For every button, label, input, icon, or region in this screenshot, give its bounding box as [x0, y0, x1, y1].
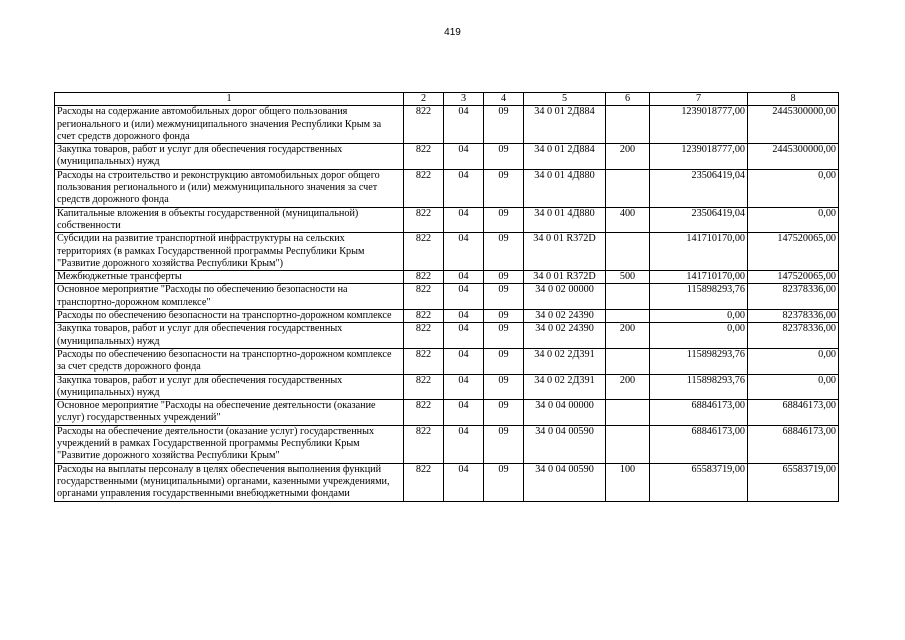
code-3-cell: 04 — [444, 144, 484, 170]
amount-8-cell: 68846173,00 — [748, 425, 839, 463]
code-3-cell: 04 — [444, 284, 484, 310]
table-row — [55, 284, 839, 310]
amount-7-cell: 115898293,76 — [650, 348, 748, 374]
table-row — [55, 106, 839, 144]
code-6-cell: 200 — [606, 323, 650, 349]
code-5-cell: 34 0 04 00590 — [524, 425, 606, 463]
amount-7-cell: 115898293,76 — [650, 374, 748, 400]
amount-8-cell: 2445300000,00 — [748, 106, 839, 144]
header-cell: 3 — [444, 93, 484, 106]
code-3-cell: 04 — [444, 348, 484, 374]
amount-7-cell: 141710170,00 — [650, 233, 748, 271]
table-row — [55, 310, 839, 323]
code-5-cell: 34 0 02 00000 — [524, 284, 606, 310]
code-5-cell: 34 0 02 2Д391 — [524, 348, 606, 374]
code-2-cell: 822 — [404, 106, 444, 144]
header-cell: 4 — [484, 93, 524, 106]
amount-8-cell: 147520065,00 — [748, 233, 839, 271]
page-number: 419 — [444, 27, 461, 38]
code-6-cell: 200 — [606, 144, 650, 170]
code-3-cell: 04 — [444, 271, 484, 284]
table-row — [55, 207, 839, 233]
row-name-cell: Расходы на строительство и реконструкцию автомобильных дорог общего пользования регионального и (или) межмуниципального значения за счет средств дорожного фонда — [55, 169, 404, 207]
amount-8-cell: 0,00 — [748, 348, 839, 374]
code-3-cell: 04 — [444, 323, 484, 349]
table-row — [55, 374, 839, 400]
amount-7-cell: 68846173,00 — [650, 425, 748, 463]
code-4-cell: 09 — [484, 233, 524, 271]
code-2-cell: 822 — [404, 284, 444, 310]
header-cell: 2 — [404, 93, 444, 106]
code-2-cell: 822 — [404, 233, 444, 271]
row-name-cell: Основное мероприятие "Расходы по обеспечению безопасности на транспортно-дорожном комплексе" — [55, 284, 404, 310]
code-6-cell — [606, 425, 650, 463]
code-6-cell — [606, 233, 650, 271]
code-4-cell: 09 — [484, 310, 524, 323]
table-row — [55, 233, 839, 271]
code-2-cell: 822 — [404, 374, 444, 400]
code-2-cell: 822 — [404, 310, 444, 323]
amount-7-cell: 0,00 — [650, 323, 748, 349]
code-6-cell — [606, 284, 650, 310]
code-6-cell — [606, 400, 650, 426]
amount-7-cell: 1239018777,00 — [650, 106, 748, 144]
code-3-cell: 04 — [444, 425, 484, 463]
amount-8-cell: 0,00 — [748, 169, 839, 207]
amount-7-cell: 65583719,00 — [650, 463, 748, 501]
code-6-cell — [606, 169, 650, 207]
code-2-cell: 822 — [404, 144, 444, 170]
code-4-cell: 09 — [484, 374, 524, 400]
amount-8-cell: 82378336,00 — [748, 310, 839, 323]
amount-8-cell: 82378336,00 — [748, 323, 839, 349]
code-3-cell: 04 — [444, 463, 484, 501]
amount-7-cell: 0,00 — [650, 310, 748, 323]
code-2-cell: 822 — [404, 207, 444, 233]
row-name-cell: Закупка товаров, работ и услуг для обеспечения государственных (муниципальных) нужд — [55, 323, 404, 349]
table-row — [55, 323, 839, 349]
code-4-cell: 09 — [484, 348, 524, 374]
code-3-cell: 04 — [444, 106, 484, 144]
header-cell: 6 — [606, 93, 650, 106]
amount-8-cell: 68846173,00 — [748, 400, 839, 426]
code-5-cell: 34 0 02 2Д391 — [524, 374, 606, 400]
code-5-cell: 34 0 01 2Д884 — [524, 144, 606, 170]
code-4-cell: 09 — [484, 144, 524, 170]
code-2-cell: 822 — [404, 463, 444, 501]
amount-7-cell: 141710170,00 — [650, 271, 748, 284]
code-4-cell: 09 — [484, 106, 524, 144]
code-3-cell: 04 — [444, 233, 484, 271]
amount-7-cell: 68846173,00 — [650, 400, 748, 426]
code-2-cell: 822 — [404, 400, 444, 426]
table-row — [55, 169, 839, 207]
row-name-cell: Расходы на выплаты персоналу в целях обеспечения выполнения функций государственными (муниципальными) органами, казенными учреждениями, органами управления государственными внебюджетными фондами — [55, 463, 404, 501]
code-5-cell: 34 0 02 24390 — [524, 323, 606, 349]
header-cell: 8 — [748, 93, 839, 106]
budget-table — [54, 92, 839, 502]
code-4-cell: 09 — [484, 463, 524, 501]
row-name-cell: Расходы по обеспечению безопасности на транспортно-дорожном комплексе за счет средств дорожного фонда — [55, 348, 404, 374]
code-6-cell: 100 — [606, 463, 650, 501]
row-name-cell: Расходы на обеспечение деятельности (оказание услуг) государственных учреждений в рамках Государственной программы Республики Крым "Развитие дорожного хозяйства Республики Крым" — [55, 425, 404, 463]
code-4-cell: 09 — [484, 207, 524, 233]
code-4-cell: 09 — [484, 400, 524, 426]
code-4-cell: 09 — [484, 425, 524, 463]
row-name-cell: Субсидии на развитие транспортной инфраструктуры на сельских территориях (в рамках Государственной программы Республики Крым "Развитие дорожного хозяйства Республики Крым") — [55, 233, 404, 271]
code-2-cell: 822 — [404, 271, 444, 284]
code-6-cell: 400 — [606, 207, 650, 233]
code-4-cell: 09 — [484, 169, 524, 207]
code-6-cell: 500 — [606, 271, 650, 284]
row-name-cell: Капитальные вложения в объекты государственной (муниципальной) собственности — [55, 207, 404, 233]
code-5-cell: 34 0 01 4Д880 — [524, 169, 606, 207]
header-cell: 7 — [650, 93, 748, 106]
row-name-cell: Основное мероприятие "Расходы на обеспечение деятельности (оказание услуг) государственных учреждений" — [55, 400, 404, 426]
code-2-cell: 822 — [404, 425, 444, 463]
row-name-cell: Межбюджетные трансферты — [55, 271, 404, 284]
header-row — [55, 93, 839, 106]
table-row — [55, 271, 839, 284]
code-2-cell: 822 — [404, 348, 444, 374]
amount-8-cell: 147520065,00 — [748, 271, 839, 284]
row-name-cell: Закупка товаров, работ и услуг для обеспечения государственных (муниципальных) нужд — [55, 144, 404, 170]
amount-8-cell: 0,00 — [748, 207, 839, 233]
header-cell: 5 — [524, 93, 606, 106]
code-6-cell — [606, 106, 650, 144]
table-row — [55, 144, 839, 170]
amount-8-cell: 2445300000,00 — [748, 144, 839, 170]
amount-7-cell: 115898293,76 — [650, 284, 748, 310]
code-5-cell: 34 0 02 24390 — [524, 310, 606, 323]
table-row — [55, 348, 839, 374]
row-name-cell: Расходы на содержание автомобильных дорог общего пользования регионального и (или) межмуниципального значения Республики Крым за счет средств дорожного фонда — [55, 106, 404, 144]
code-3-cell: 04 — [444, 207, 484, 233]
code-3-cell: 04 — [444, 374, 484, 400]
code-4-cell: 09 — [484, 323, 524, 349]
code-5-cell: 34 0 01 2Д884 — [524, 106, 606, 144]
code-5-cell: 34 0 01 R372D — [524, 233, 606, 271]
amount-8-cell: 82378336,00 — [748, 284, 839, 310]
table-row — [55, 463, 839, 501]
code-6-cell: 200 — [606, 374, 650, 400]
row-name-cell: Закупка товаров, работ и услуг для обеспечения государственных (муниципальных) нужд — [55, 374, 404, 400]
code-2-cell: 822 — [404, 323, 444, 349]
amount-7-cell: 1239018777,00 — [650, 144, 748, 170]
code-6-cell — [606, 310, 650, 323]
code-5-cell: 34 0 01 R372D — [524, 271, 606, 284]
code-5-cell: 34 0 01 4Д880 — [524, 207, 606, 233]
code-3-cell: 04 — [444, 310, 484, 323]
table-row — [55, 425, 839, 463]
code-4-cell: 09 — [484, 271, 524, 284]
code-2-cell: 822 — [404, 169, 444, 207]
amount-8-cell: 0,00 — [748, 374, 839, 400]
row-name-cell: Расходы по обеспечению безопасности на транспортно-дорожном комплексе — [55, 310, 404, 323]
amount-7-cell: 23506419,04 — [650, 207, 748, 233]
code-5-cell: 34 0 04 00000 — [524, 400, 606, 426]
code-3-cell: 04 — [444, 169, 484, 207]
code-5-cell: 34 0 04 00590 — [524, 463, 606, 501]
code-4-cell: 09 — [484, 284, 524, 310]
header-cell: 1 — [55, 93, 404, 106]
code-6-cell — [606, 348, 650, 374]
code-3-cell: 04 — [444, 400, 484, 426]
table-row — [55, 400, 839, 426]
amount-8-cell: 65583719,00 — [748, 463, 839, 501]
amount-7-cell: 23506419,04 — [650, 169, 748, 207]
